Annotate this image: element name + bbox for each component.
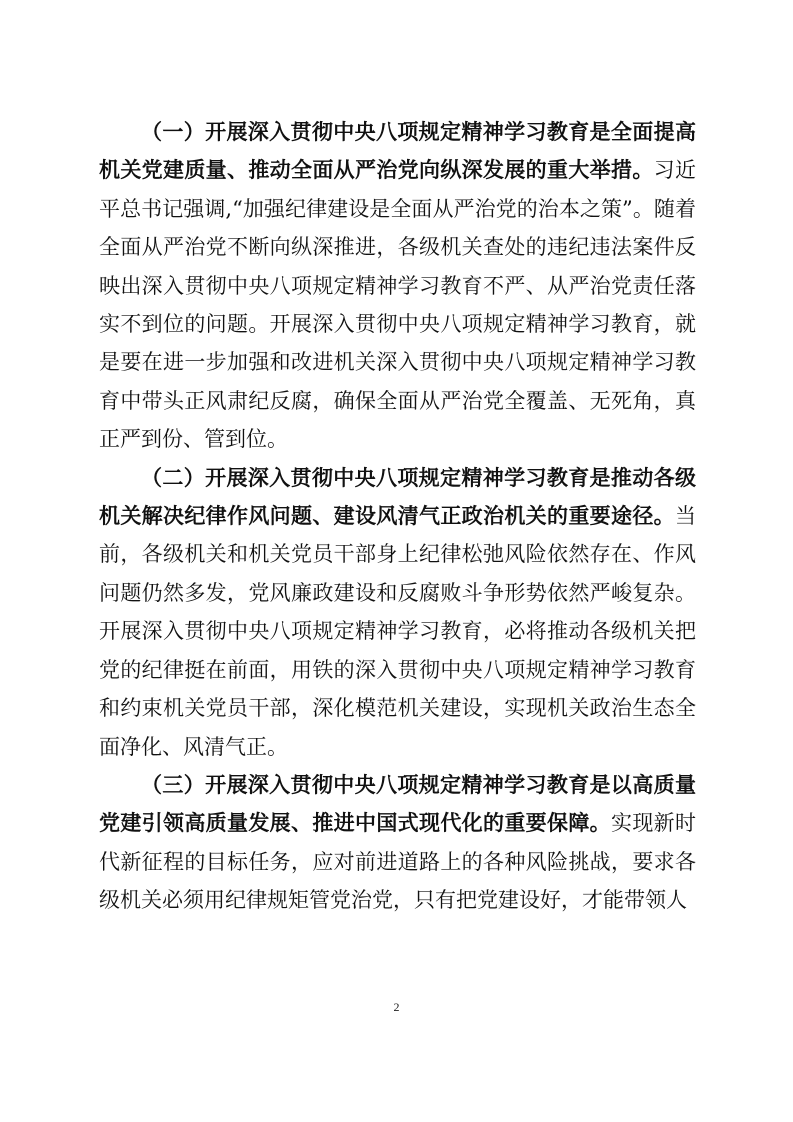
paragraph-2 — [99, 459, 696, 766]
paragraph-1-body: 习近平总书记强调,“加强纪律建设是全面从严治党的治本之策”。随着全面从严治党不断向纵深推进，各级机关查处的违纪违法案件反映出深入贯彻中央八项规定精神学习教育不严、从严治党责任落实不到位的问题。开展深入贯彻中央八项规定精神学习教育，就是要在进一步加强和改进机关深入贯彻中央八项规定精神学习教育中带头正风肃纪反腐，确保全面从严治党全覆盖、无死角，真正严到份、管到位。 — [99, 158, 697, 452]
paragraph-2-body: 当前，各级机关和机关党员干部身上纪律松弛风险依然存在、作风问题仍然多发，党风廉政建设和反腐败斗争形势依然严峻复杂。开展深入贯彻中央八项规定精神学习教育，必将推动各级机关把党的纪律挺在前面，用铁的深入贯彻中央八项规定精神学习教育和约束机关党员干部，深化模范机关建设，实现机关政治生态全面净化、风清气正。 — [99, 504, 696, 759]
paragraph-1 — [99, 113, 696, 459]
paragraph-2-heading: （二）开展深入贯彻中央八项规定精神学习教育是推动各级机关解决纪律作风问题、建设风清气正政治机关的重要途径。 — [99, 465, 696, 529]
page-number: 2 — [393, 1000, 400, 1014]
paragraph-3-heading: （三）开展深入贯彻中央八项规定精神学习教育是以高质量党建引领高质量发展、推进中国式现代化的重要保障。 — [99, 772, 696, 836]
paragraph-3-body: 实现新时代新征程的目标任务，应对前进道路上的各种风险挑战，要求各级机关必须用纪律规矩管党治党，只有把党建设好，才能带领人 — [99, 811, 696, 913]
paragraph-1-heading: （一）开展深入贯彻中央八项规定精神学习教育是全面提高机关党建质量、推动全面从严治党向纵深发展的重大举措。 — [99, 120, 696, 183]
paragraph-3 — [99, 766, 696, 920]
body-text — [99, 113, 696, 920]
